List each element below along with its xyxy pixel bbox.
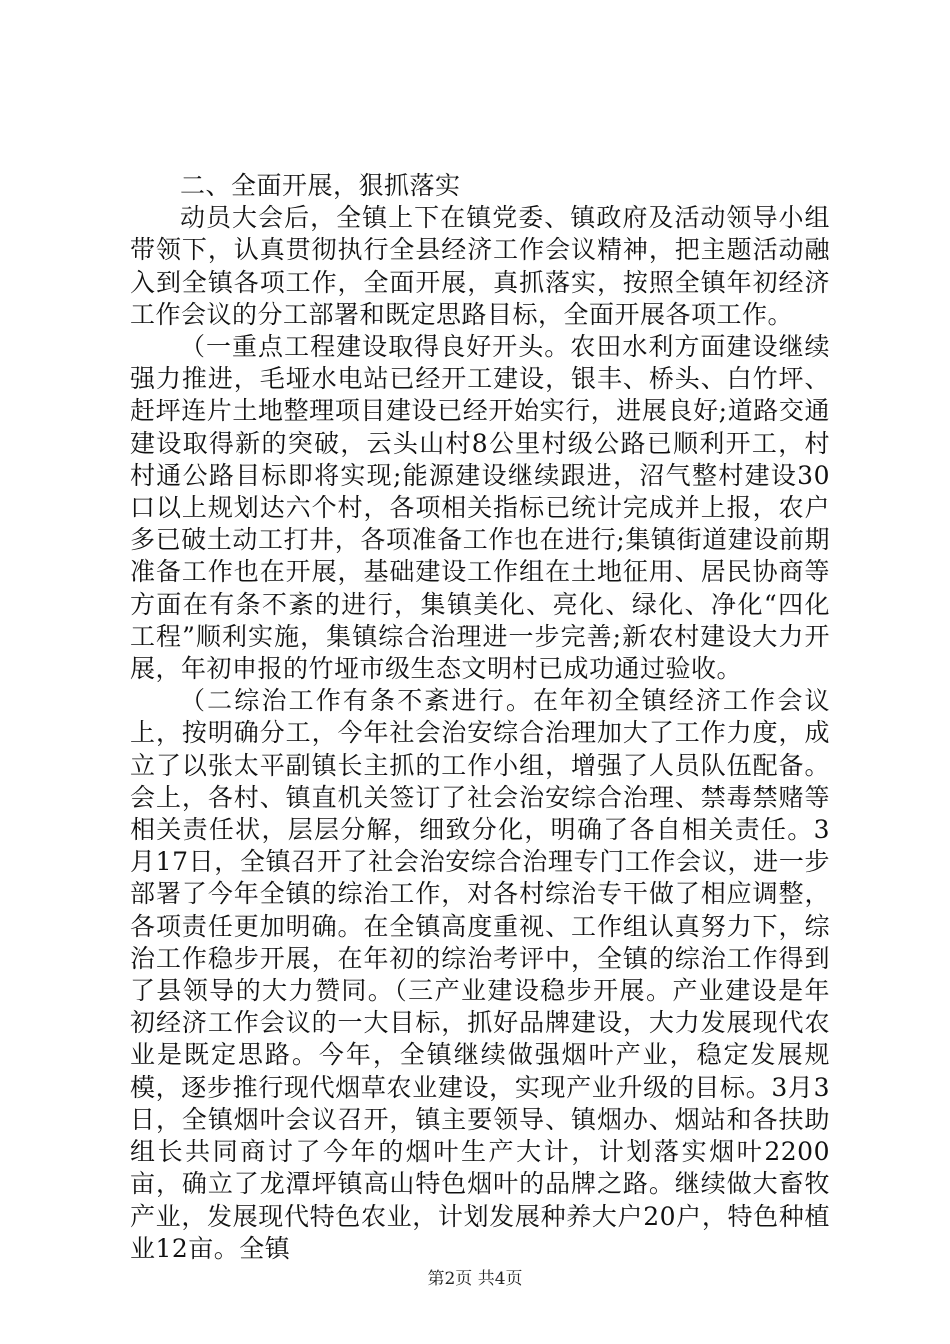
page-number: 第2页 共4页 xyxy=(427,1269,523,1289)
section-heading: 二、全面开展，狠抓落实 xyxy=(180,171,461,200)
paragraph-public-security: （二综治工作有条不紊进行。在年初全镇经济工作会议上，按明确分工，今年社会治安综合治理加大了工作力度，成立了以张太平副镇长主抓的工作小组，增强了人员队伍配备。会上，各村、镇直机关签订了社会治安综合治理、禁毒禁赌等相关责任状，层层分解，细致分化，明确了各自相关责任。3月17日，全镇召开了社会治安综合治理专门工作会议，进一步部署了今年全镇的综治工作，对各村综治专干做了相应调整，各项责任更加明确。在全镇高度重视、工作组认真努力下，综治工作稳步开展，在年初的综治考评中，全镇的综治工作得到了县领导的大力赞同。（三产业建设稳步开展。产业建设是年初经济工作会议的一大目标，抓好品牌建设，大力发展现代农业是既定思路。今年，全镇继续做强烟叶产业，稳定发展规模，逐步推行现代烟草农业建设，实现产业升级的目标。3月3日，全镇烟叶会议召开，镇主要领导、镇烟办、烟站和各扶助组长共同商讨了今年的烟叶生产大计，计划落实烟叶2200亩，确立了龙潭坪镇高山特色烟叶的品牌之路。继续做大畜牧产业，发展现代特色农业，计划发展种养大户20户，特色种植业12亩。全镇 xyxy=(130,686,830,1263)
paragraph-key-projects: （一重点工程建设取得良好开头。农田水利方面建设继续强力推进，毛垭水电站已经开工建设，银丰、桥头、白竹坪、赶坪连片土地整理项目建设已经开始实行，进展良好;道路交通建设取得新的突破，云头山村8公里村级公路已顺利开工，村村通公路目标即将实现;能源建设继续跟进，沼气整村建设30口以上规划达六个村，各项相关指标已统计完成并上报，农户多已破土动工打井，各项准备工作也在进行;集镇街道建设前期准备工作也在开展，基础建设工作组在土地征用、居民协商等方面在有条不紊的进行，集镇美化、亮化、绿化、净化“四化工程”顺利实施，集镇综合治理进一步完善;新农村建设大力开展，年初申报的竹垭市级生态文明村已成功通过验收。 xyxy=(130,332,830,684)
page-footer xyxy=(0,1268,950,1290)
paragraph-intro: 动员大会后，全镇上下在镇党委、镇政府及活动领导小组带领下，认真贯彻执行全县经济工作会议精神，把主题活动融入到全镇各项工作，全面开展，真抓落实，按照全镇年初经济工作会议的分工部署和既定思路目标，全面开展各项工作。 xyxy=(130,203,830,329)
document-body xyxy=(130,170,830,1265)
